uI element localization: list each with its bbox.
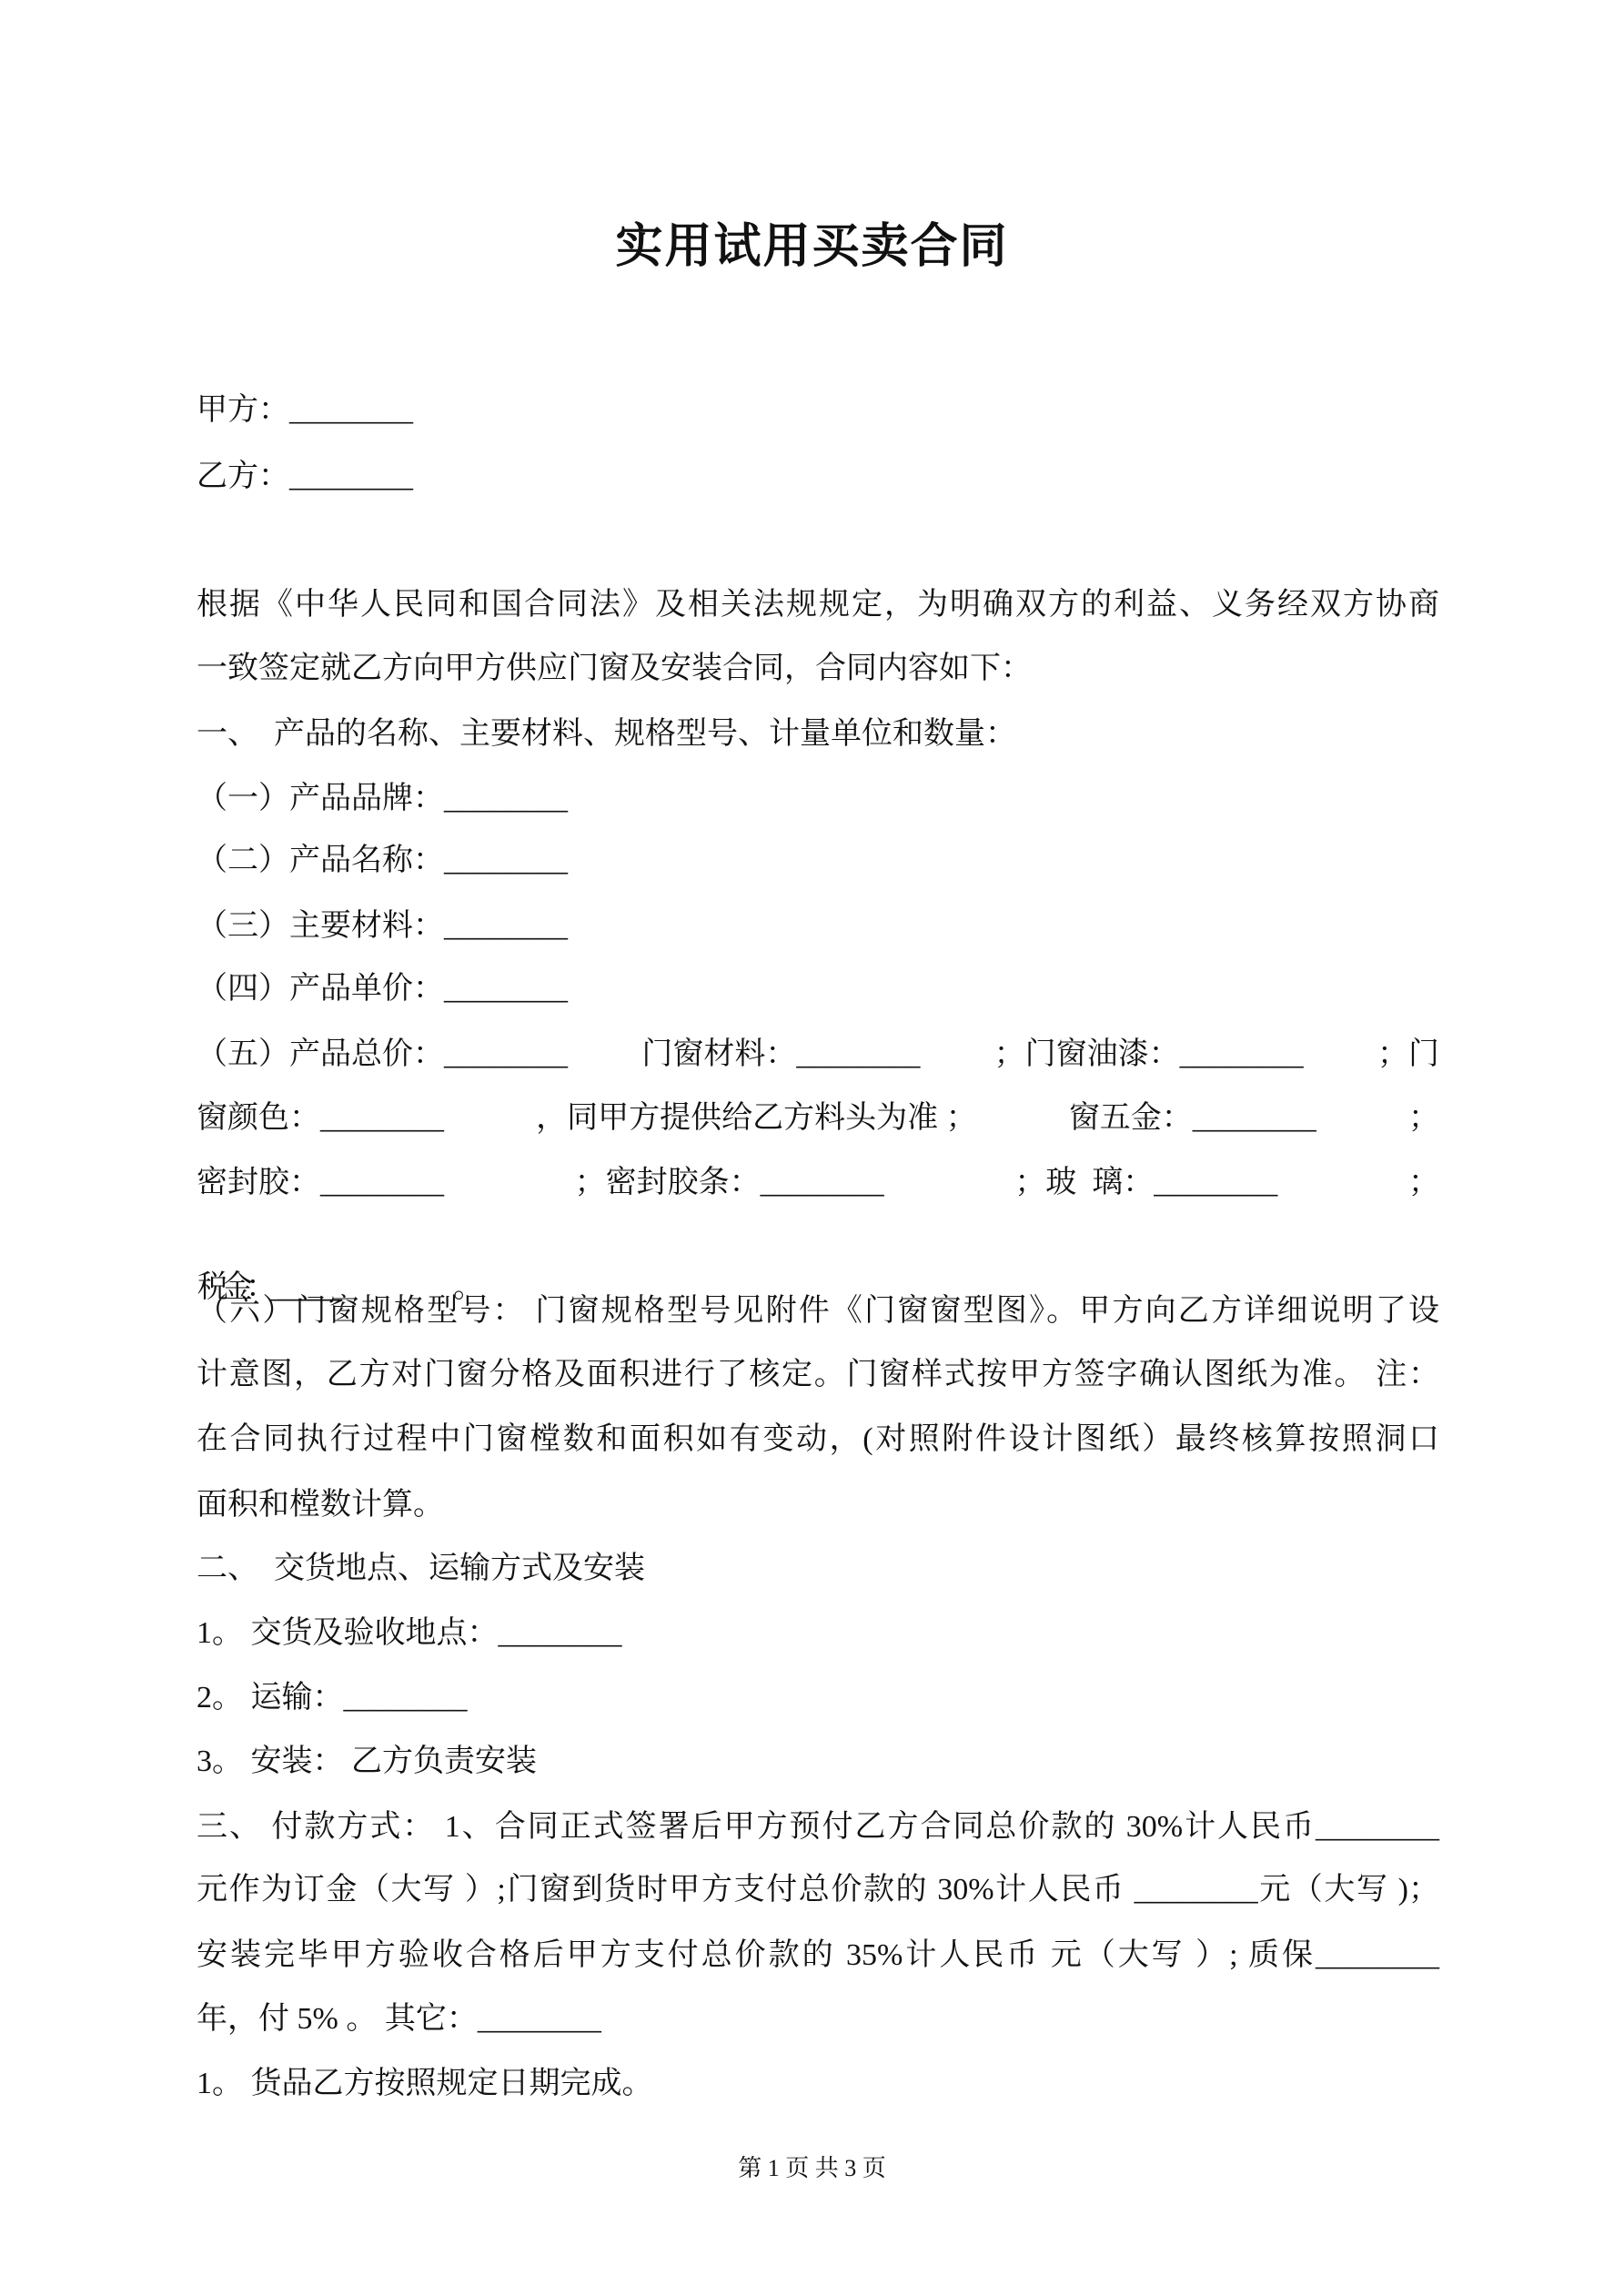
intro-line: 一致签定就乙方向甲方供应门窗及安装合同，合同内容如下：: [197, 652, 1032, 685]
field: 密封胶：________: [197, 1166, 444, 1199]
section-2-heading: 二、 交货地点、运输方式及安装: [197, 1552, 645, 1585]
field: （五）产品总价：________: [197, 1037, 568, 1071]
field: ；: [1407, 1101, 1439, 1135]
item-brand: （一）产品品牌：________: [197, 782, 568, 815]
payment-line: 元作为订金（大写 ）;门窗到货时甲方支付总价款的 30%计人民币 ________元（大写 )；: [197, 1873, 1439, 1907]
item-name: （二）产品名称：________: [197, 844, 568, 877]
field: 税 金：________: [197, 1270, 335, 1304]
party-b-line: 乙方：________: [197, 460, 413, 493]
field: ；: [1407, 1166, 1439, 1199]
field: 门窗材料：________: [641, 1037, 921, 1071]
field: 窗颜色：________: [197, 1101, 444, 1135]
intro-line: 根据《中华人民同和国合同法》及相关法规规定，为明确双方的利益、义务经双方协商: [197, 588, 1439, 622]
section-1-heading: 一、 产品的名称、主要材料、规格型号、计量单位和数量：: [197, 717, 1016, 751]
field: ，同甲方提供给乙方料头为准 ；: [536, 1101, 977, 1135]
item-6-line: 面积和樘数计算。: [197, 1488, 444, 1522]
payment-line: 安装完毕甲方验收合格后甲方支付总价款的 35%计人民币 元（大写 ）; 质保________: [197, 1938, 1439, 1972]
item-6-line: （六）门窗规格型号： 门窗规格型号见附件《门窗窗型图》。甲方向乙方详细说明了设: [197, 1294, 1439, 1328]
field: ；密封胶条：________: [574, 1166, 884, 1199]
installation: 3。 安装： 乙方负责安装: [197, 1745, 537, 1778]
item-5-row: [197, 1163, 1439, 1203]
page-number: 第 1 页 共 3 页: [738, 2155, 886, 2181]
item-5-row: [197, 1098, 1439, 1138]
field: 窗五金：________: [1068, 1101, 1316, 1135]
party-a-line: 甲方：________: [197, 393, 413, 427]
payment-line: 三、 付款方式： 1、合同正式签署后甲方预付乙方合同总价款的 30%计人民币________: [197, 1810, 1439, 1844]
payment-item-1: 1。 货品乙方按照规定日期完成。: [197, 2067, 653, 2100]
document-title: 实用试用买卖合同: [615, 219, 1009, 274]
item-5-row: [197, 1035, 1439, 1075]
field: ；门: [1377, 1037, 1439, 1071]
transport: 2。 运输：________: [197, 1681, 468, 1714]
field: 。: [453, 1270, 477, 1304]
item-material: （三）主要材料：________: [197, 909, 568, 943]
item-unit-price: （四）产品单价：________: [197, 972, 568, 1006]
field: ；玻 璃：________: [1014, 1166, 1278, 1199]
item-6-line: 在合同执行过程中门窗樘数和面积如有变动，(对照附件设计图纸）最终核算按照洞口: [197, 1422, 1439, 1456]
field: ；门窗油漆：________: [994, 1037, 1304, 1071]
delivery-location: 1。 交货及验收地点：________: [197, 1616, 622, 1650]
item-6-line: 计意图，乙方对门窗分格及面积进行了核定。门窗样式按甲方签字确认图纸为准。 注：: [197, 1358, 1439, 1391]
payment-line: 年，付 5% 。 其它：________: [197, 2002, 601, 2036]
